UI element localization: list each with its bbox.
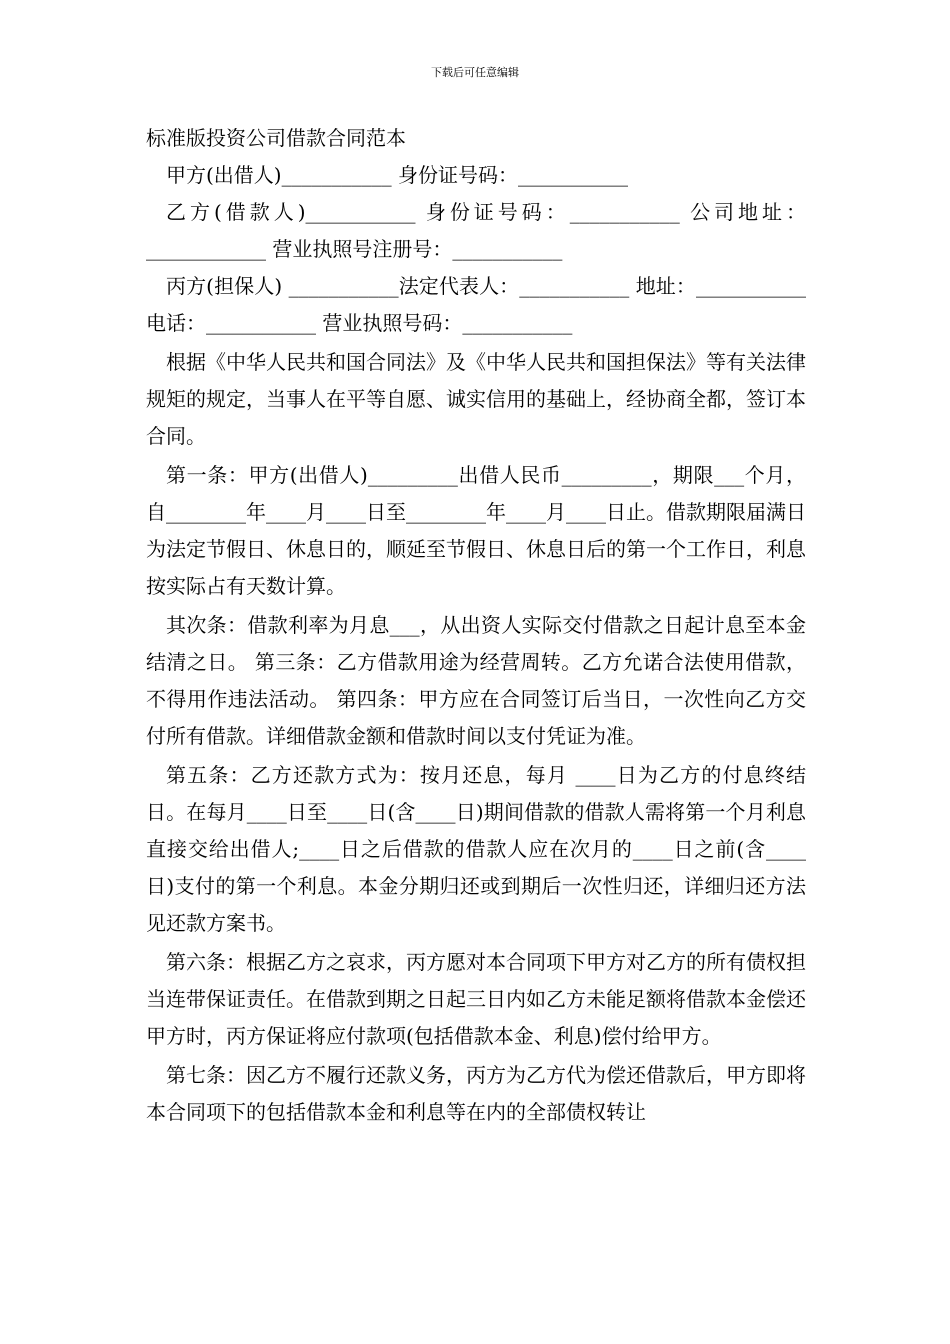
header-note: 下载后可任意编辑: [431, 66, 519, 79]
preamble-paragraph: 根据《中华人民共和国合同法》及《中华人民共和国担保法》等有关法律规矩的规定，当事人在平等自愿、诚实信用的基础上，经协商全都，签订本合同。: [146, 350, 806, 448]
document-title: 标准版投资公司借款合同范本: [146, 126, 406, 150]
article-2-4-paragraph: 其次条：借款利率为月息___，从出资人实际交付借款之日起计息至本金结清之日。 第三条：乙方借款用途为经营周转。乙方允诺合法使用借款，不得用作违法活动。 第四条：甲方应在合同签订后当日，一次性向乙方交付所有借款。详细借款金额和借款时间以支付凭证为准。: [146, 613, 806, 748]
article-1-paragraph: 第一条：甲方(出借人)_________出借人民币_________，期限___个月，自________年____月____日至________年____月____日止。借款期限届满日为法定节假日、休息日的，顺延至节假日、休息日后的第一个工作日，利息按实际占有天数计算。: [146, 463, 806, 598]
article-5-paragraph: 第五条：乙方还款方式为：按月还息，每月 ____日为乙方的付息终结日。在每月____日至____日(含____日)期间借款的借款人需将第一个月利息直接交给出借人;____日之后借款的借款人应在次月的____日之前(含____日)支付的第一个利息。本金分期归还或到期后一次性归还，详细归还方法见还款方案书。: [146, 763, 806, 935]
party-a-line: 甲方(出借人)___________ 身份证号码：___________: [166, 163, 628, 187]
article-7-paragraph: 第七条：因乙方不履行还款义务，丙方为乙方代为偿还借款后，甲方即将本合同项下的包括借款本金和利息等在内的全部债权转让: [146, 1063, 806, 1124]
party-c-line: 丙方(担保人) ___________法定代表人：___________ 地址：___________电话：___________ 营业执照号码：___________: [146, 274, 806, 335]
article-6-paragraph: 第六条：根据乙方之哀求，丙方愿对本合同项下甲方对乙方的所有债权担当连带保证责任。在借款到期之日起三日内如乙方未能足额将借款本金偿还甲方时，丙方保证将应付款项(包括借款本金、利息)偿付给甲方。: [146, 950, 806, 1048]
document-body: [146, 120, 806, 1131]
party-b-line: 乙方(借款人)___________ 身份证号码：___________ 公司地址：____________ 营业执照号注册号：___________: [146, 200, 806, 261]
